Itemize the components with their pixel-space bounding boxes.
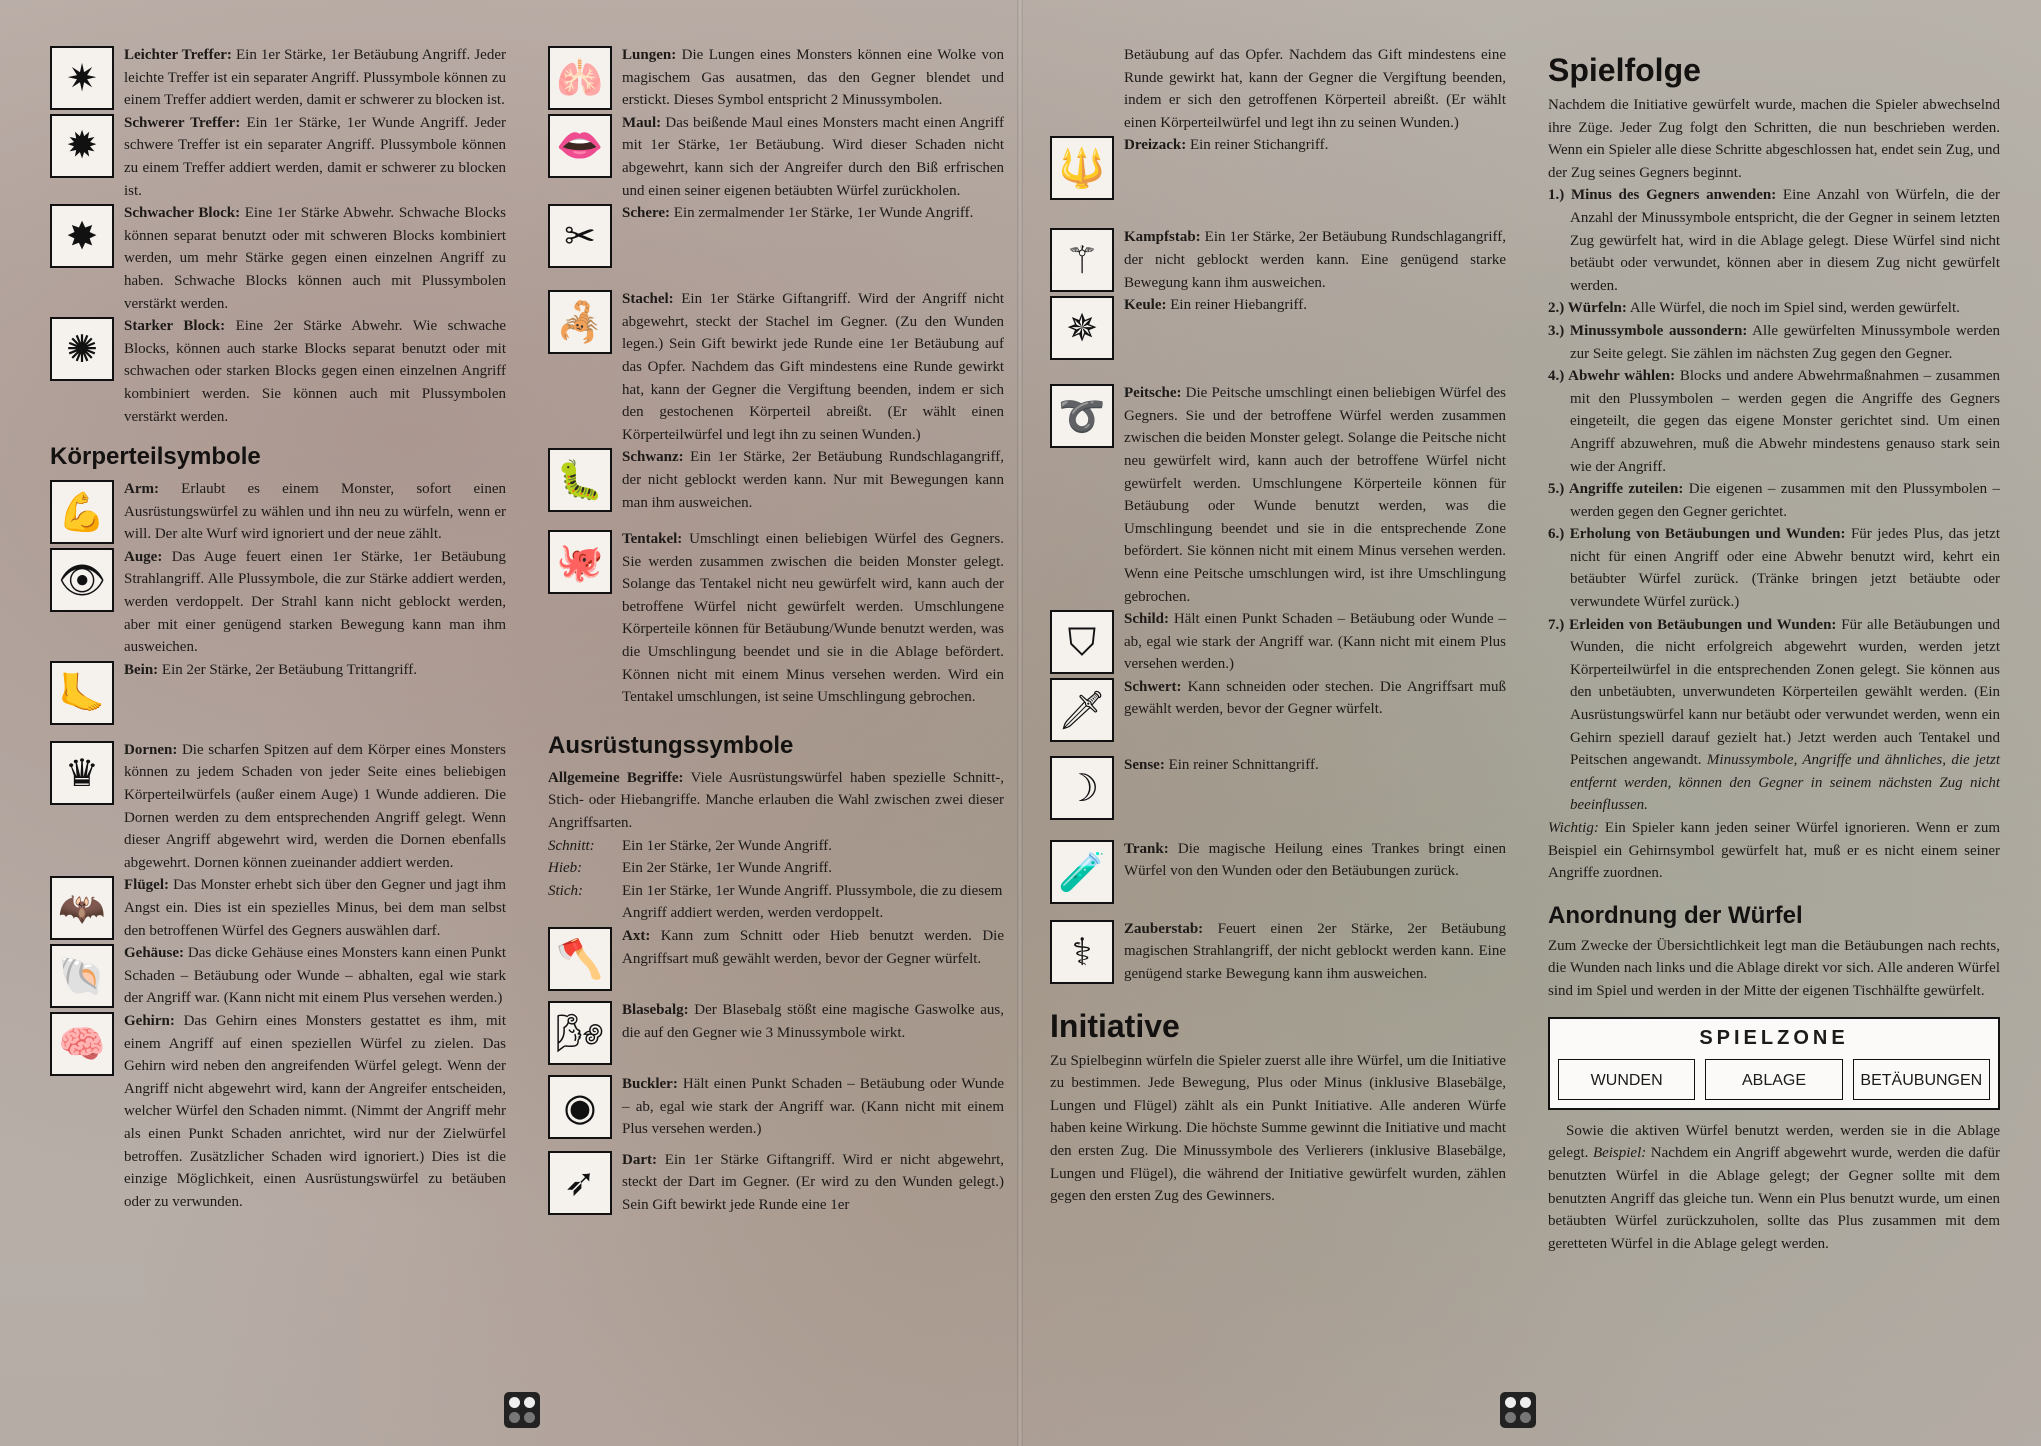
- turn-step: [1548, 614, 2000, 817]
- symbol-description: [124, 874, 506, 942]
- symbol-text: Kann schneiden oder stechen. Die Angriffsart muß gewählt werden, bevor der Gegner würfelt.: [1124, 678, 1506, 718]
- column-1: [50, 44, 506, 1213]
- symbol-term: Schwert:: [1124, 678, 1182, 695]
- definition-row: [548, 857, 1004, 880]
- keule-icon: ✵: [1050, 296, 1114, 360]
- symbol-term: Axt:: [622, 928, 651, 944]
- symbol-description: [1124, 134, 1506, 200]
- symbol-entry-schild: [1050, 608, 1506, 676]
- symbol-text: Ein 1er Stärke, 2er Betäubung Rundschlagangriff, der nicht geblockt werden kann. Nur mit Bewegungen kann man ihm ausweichen.: [622, 449, 1004, 511]
- symbol-text: Ein reiner Hiebangriff.: [1166, 297, 1308, 314]
- symbol-text: Die scharfen Spitzen auf dem Körper eines Monsters können zu jedem Schaden von jeder Seite eines beliebigen Körperteilwürfels (außer einem Auge) 1 Wunde addieren. Die Dornen werden zu dem entsprechenden Angriff gelegt. Wenn dieser Angriff abgewehrt wird, werden die Dornen ebenfalls abgewehrt. Dornen können zueinander addiert werden.: [124, 741, 506, 871]
- step-title: 7.) Erleiden von Betäubungen und Wunden:: [1548, 616, 1837, 633]
- general-terms: [548, 767, 1004, 835]
- dreizack-icon: 🔱: [1050, 136, 1114, 200]
- symbol-description: [622, 44, 1004, 112]
- buckler-icon: ◉: [548, 1075, 612, 1139]
- axt-icon: 🪓: [548, 927, 612, 991]
- symbol-text: Ein reiner Stichangriff.: [1186, 137, 1329, 154]
- symbol-term: Schere:: [622, 205, 671, 222]
- symbol-entry-schwert: [1050, 676, 1506, 742]
- lungen-icon: 🫁: [548, 46, 612, 110]
- symbol-entry-schwerer-treffer: [50, 112, 506, 202]
- symbol-term: Flügel:: [124, 877, 169, 894]
- symbol-text: Eine 1er Stärke Abwehr. Schwache Blocks können separat benutzt oder mit schweren Blocks kombiniert werden, um mehr Stärke gegen einen einzelnen Angriff zu haben. Schwache Blocks können auch mit Plussymbolen verstärkt werden.: [124, 205, 506, 312]
- symbol-entry-leichter-treffer: [50, 44, 506, 112]
- symbol-text: Ein 1er Stärke, 2er Betäubung Rundschlagangriff, der nicht geblockt werden kann. Eine genügend starke Bewegung kann ihm ausweichen.: [1124, 229, 1506, 291]
- symbol-term: Gehäuse:: [124, 945, 184, 962]
- symbol-description: [1124, 754, 1506, 820]
- symbol-entry-sense: [1050, 754, 1506, 820]
- important-label: Wichtig:: [1548, 820, 1599, 836]
- symbol-text: Ein 1er Stärke, 1er Betäubung Angriff. Jeder leichte Treffer ist ein separater Angriff. Plussymbole können zu einem Treffer addiert werden, damit er schwerer zu blocken ist.: [124, 47, 506, 109]
- symbol-term: Dart:: [622, 1151, 657, 1168]
- turn-step: [1548, 297, 2000, 320]
- stachel-icon: 🦂: [548, 290, 612, 354]
- continued-text: Betäubung auf das Opfer. Nachdem das Gift mindestens eine Runde gewirkt hat, kann der Gegner die Vergiftung beenden, indem er sich den getroffenen Körperteil abreißt. (Er wählt einen Körperteilwürfel und legt ihn zu seinen Wunden.): [1124, 47, 1506, 131]
- symbol-term: Trank:: [1124, 840, 1169, 857]
- blasebalg-icon: 🌬: [548, 1001, 612, 1065]
- schwanz-icon: 🐛: [548, 448, 612, 512]
- section-heading-koerperteilsymbole: Körperteilsymbole: [50, 443, 261, 471]
- symbol-entry-auge: [50, 546, 506, 659]
- peitsche-icon: ➰: [1050, 384, 1114, 448]
- arm-icon: 💪: [50, 480, 114, 544]
- spielfolge-intro: Nachdem die Initiative gewürfelt wurde, machen die Spieler abwechselnd ihre Züge. Jeder Zug folgt den Schritten, die nun beschrieben werden. Wenn ein Spieler alle diese Schritte abgeschlossen hat, endet sein Zug, und der Zug seines Gegners beginnt.: [1548, 97, 2000, 181]
- symbol-entry-gehirn: [50, 1010, 506, 1213]
- symbol-description: [622, 528, 1004, 709]
- symbol-description: [622, 999, 1004, 1065]
- important-note: [1548, 817, 2000, 885]
- symbol-description: [124, 942, 506, 1010]
- symbol-text: Das Auge feuert einen 1er Stärke, 1er Betäubung Strahlangriff. Alle Plussymbole, die zur Stärke addiert werden, werden verdoppelt. Der Strahl kann nicht geblockt werden, aber mit einer genügend starken Bewegung kann man ihm ausweichen.: [124, 548, 506, 656]
- symbol-description: [124, 1010, 506, 1213]
- symbol-description: [622, 1073, 1004, 1141]
- symbol-term: Stachel:: [622, 291, 674, 308]
- general-terms-text: Viele Ausrüstungswürfel haben spezielle Schnitt-, Stich- oder Hiebangriffe. Manche erlauben die Wahl zwischen zwei dieser Angriffsarten.: [548, 769, 1004, 832]
- symbol-term: Bein:: [124, 661, 159, 678]
- symbol-description: [124, 112, 506, 202]
- zone-box-ablage: ABLAGE: [1705, 1059, 1842, 1100]
- symbol-text: Kann zum Schnitt oder Hieb benutzt werden. Die Angriffsart muß gewählt werden, bevor der Gegner würfelt.: [622, 928, 1004, 967]
- definition-row: [548, 880, 1004, 925]
- symbol-description: [1124, 294, 1506, 360]
- symbol-description: [124, 44, 506, 112]
- symbol-description: [1124, 382, 1506, 608]
- definition-label: Stich:: [548, 882, 583, 899]
- symbol-term: Arm:: [124, 481, 159, 498]
- symbol-entry-keule: [1050, 294, 1506, 360]
- symbol-text: Ein reiner Schnittangriff.: [1164, 756, 1319, 773]
- gehirn-icon: 🧠: [50, 1012, 114, 1076]
- column-4: [1548, 50, 2000, 1255]
- step-title: 3.) Minussymbole aussondern:: [1548, 322, 1748, 339]
- symbol-term: Sense:: [1124, 756, 1165, 773]
- definition-row: [548, 835, 1004, 858]
- page-number-die-left: [504, 1392, 540, 1428]
- symbol-term: Blasebalg:: [622, 1002, 689, 1018]
- section-heading-anordnung: Anordnung der Würfel: [1548, 901, 1803, 929]
- symbol-term: Schwerer Treffer:: [124, 114, 241, 131]
- leichter-treffer-icon: ✷: [50, 46, 114, 110]
- section-heading-initiative: Initiative: [1050, 1007, 1180, 1044]
- symbol-text: Ein 1er Stärke, 1er Wunde Angriff. Jeder schwere Treffer ist ein separater Angriff. Plussymbole können zu einem Treffer addiert werden, damit er schwerer zu blocken ist.: [124, 114, 507, 199]
- symbol-entry-blasebalg: [548, 999, 1004, 1065]
- symbol-term: Dornen:: [124, 741, 178, 758]
- symbol-term: Gehirn:: [124, 1012, 175, 1029]
- symbol-text: Die Peitsche umschlingt einen beliebigen Würfel des Gegners. Sie und der betroffene Würfel werden zusammen zwischen die beiden Monster gelegt. Solange die Peitsche nicht neu gewürfelt wird, kann auch der betroffene Würfel nicht gewürfelt werden. Umschlungene Körperteile können für Betäubung oder Wunde benutzt werden, was die Umschlingung beendet und sie in die entsprechende Zone befördert. Sie können nicht mit einem Minus versehen werden. Wenn eine Peitsche umschlungen wird, ist ihre Umschlingung gebrochen.: [1124, 385, 1506, 605]
- usage-text: Nachdem ein Angriff abgewehrt wurde, werden die dafür benutzten Würfel in die Ablage gelegt; der Gegner sollte mit dem benutzten Angriff das gleiche tun. Wenn ein Plus benutzt wurde, um einen betäubten Würfel zurückzuholen, sollte das Plus zusammen mit dem geretteten Würfel in die Ablage gelegt werden.: [1548, 1145, 2000, 1252]
- symbol-text: Umschlingt einen beliebigen Würfel des Gegners. Sie werden zusammen zwischen die beiden Monster gelegt. Solange das Tentakel nicht neu gewürfelt wird, kann auch der betroffene Würfel nicht gewürfelt werden. Umschlungene Körperteile können für Betäubung/Wunde benutzt werden, was die Umschlingung beendet und sie in die Ablage befördert. Können nicht mit einem Minus versehen werden. Wird ein Tentakel umschlungen, ist seine Umschlingung gebrochen.: [622, 531, 1004, 706]
- column-3: [1050, 44, 1506, 1208]
- symbol-description: [622, 446, 1004, 514]
- schwert-icon: 🗡: [1050, 678, 1114, 742]
- symbol-entry-dart: [548, 1149, 1004, 1217]
- symbol-description: [124, 478, 506, 546]
- step-title: 4.) Abwehr wählen:: [1548, 368, 1676, 385]
- symbol-term: Schild:: [1124, 611, 1170, 628]
- step-text: Für alle Betäubungen und Wunden, die nicht erfolgreich abgewehrt wurden, werden jetzt Körperteilwürfel in die entsprechenden Zonen gelegt. Sie können aus den unbetäubten, unverwundeten Körperteilen gewählt werden. (Ein Ausrüstungswürfel kann nur betäubt oder verwundet werden, wenn ein Gehirn speziell darauf gezielt hat.) Jetzt werden auch Tentakel und Peitschen angewandt.: [1570, 616, 2000, 769]
- flügel-icon: 🦇: [50, 876, 114, 940]
- symbol-description: [1124, 676, 1506, 742]
- step-note: Minussymbole, Angriffe und ähnliches, die jetzt entfernt werden, können den Gegner in seinem nächsten Zug nicht beeinflussen.: [1570, 752, 2001, 814]
- step-title: 6.) Erholung von Betäubungen und Wunden:: [1548, 526, 1846, 543]
- symbol-term: Dreizack:: [1124, 137, 1187, 154]
- usage-pre: Sowie die aktiven Würfel benutzt werden, werden sie in die Ablage gelegt.: [1548, 1122, 2000, 1162]
- symbol-text: Erlaubt es einem Monster, sofort einen Ausrüstungswürfel zu wählen und ihn neu zu würfeln, wenn er will. Der alte Wurf wird ignoriert und der neue zählt.: [124, 481, 506, 543]
- symbol-term: Leichter Treffer:: [124, 47, 232, 63]
- symbol-entry-flügel: [50, 874, 506, 942]
- symbol-term: Schwacher Block:: [124, 205, 241, 222]
- symbol-description: [622, 1149, 1004, 1217]
- symbol-entry-maul: [548, 112, 1004, 202]
- symbol-entry-starker-block: [50, 315, 506, 428]
- symbol-term: Peitsche:: [1124, 385, 1182, 402]
- step-title: 1.) Minus des Gegners anwenden:: [1548, 187, 1777, 204]
- arrangement-text: Zum Zwecke der Übersichtlichkeit legt man die Betäubungen nach rechts, die Wunden nach links und die Ablage direkt vor sich. Alle anderen Würfel sind im Spiel und werden in der Mitte der eigenen Tischhälfte gewürfelt.: [1548, 937, 2000, 999]
- page-number-die-right: [1500, 1392, 1536, 1428]
- definition-label: Hieb:: [548, 860, 583, 877]
- symbol-description: [622, 202, 1004, 268]
- symbol-entry-schwacher-block: [50, 202, 506, 315]
- symbol-term: Tentakel:: [622, 531, 683, 548]
- symbol-text: Die magische Heilung eines Trankes bringt einen Würfel von den Wunden oder den Betäubungen zurück.: [1124, 840, 1506, 880]
- bein-icon: 🦶: [50, 661, 114, 725]
- turn-step: [1548, 523, 2000, 613]
- zone-box-wunden: WUNDEN: [1558, 1059, 1695, 1100]
- symbol-text: Das beißende Maul eines Monsters macht einen Angriff mit 1er Stärke, 1er Betäubung. Wird dieser Schaden nicht abgewehrt, kann sich der Angreifer durch den Biß erfrischen und einen seiner eigenen betäubten Würfel zurückholen.: [622, 114, 1004, 199]
- symbol-term: Keule:: [1124, 297, 1167, 314]
- symbol-text: Feuert einen 2er Stärke, 2er Betäubung magischen Strahlangriff, der nicht geblockt werden kann. Eine genügend starke Bewegung kann ihm ausweichen.: [1124, 920, 1506, 983]
- symbol-description: [124, 659, 506, 725]
- symbol-text: Die Lungen eines Monsters können eine Wolke von magischem Gas ausatmen, das den Gegner blendet und erstickt. Dieses Symbol entspricht 2 Minussymbolen.: [622, 47, 1004, 109]
- turn-step: [1548, 478, 2000, 523]
- starker-block-icon: ✺: [50, 317, 114, 381]
- usage-example-label: Beispiel:: [1592, 1145, 1647, 1162]
- symbol-entry-lungen: [548, 44, 1004, 112]
- symbol-entry-schwanz: [548, 446, 1004, 514]
- general-terms-label: Allgemeine Begriffe:: [548, 769, 684, 786]
- symbol-text: Ein 1er Stärke Giftangriff. Wird er nicht abgewehrt, steckt der Dart im Gegner. (Er wird zu den Wunden gelegt.) Sein Gift bewirkt jede Runde eine 1er: [622, 1151, 1004, 1213]
- symbol-text: Eine 2er Stärke Abwehr. Wie schwache Blocks, können auch starke Blocks separat benutzt oder mit schwachen oder starken Blocks gegen einen einzelnen Angriff kombiniert werden. Sie können auch mit Plussymbolen verstärkt werden.: [124, 318, 506, 425]
- symbol-term: Zauberstab:: [1124, 920, 1204, 937]
- turn-step: [1548, 365, 2000, 478]
- symbol-description: [1124, 918, 1506, 986]
- symbol-entry-dornen: [50, 739, 506, 875]
- symbol-entry-stachel: [548, 288, 1004, 446]
- spielzone-diagram: [1548, 1017, 2000, 1110]
- step-text: Alle Würfel, die noch im Spiel sind, werden gewürfelt.: [1626, 300, 1960, 317]
- section-heading-spielfolge: Spielfolge: [1548, 52, 1701, 88]
- symbol-text: Ein zermalmender 1er Stärke, 1er Wunde Angriff.: [670, 205, 974, 222]
- symbol-term: Auge:: [124, 548, 163, 565]
- symbol-entry-tentakel: [548, 528, 1004, 709]
- attack-defense-symbols: [50, 44, 506, 428]
- symbol-term: Lungen:: [622, 47, 677, 63]
- schwacher-block-icon: ✸: [50, 204, 114, 268]
- tentakel-icon: 🐙: [548, 530, 612, 594]
- spielzone-title: SPIELZONE: [1699, 1026, 1849, 1049]
- symbol-entry-zauberstab: [1050, 918, 1506, 986]
- symbol-term: Kampfstab:: [1124, 229, 1201, 246]
- symbol-text: Hält einen Punkt Schaden – Betäubung oder Wunde – ab, egal wie stark der Angriff war. (Kann nicht mit einem Plus versehen werden.): [622, 1076, 1004, 1138]
- symbol-term: Maul:: [622, 114, 662, 131]
- step-title: 5.) Angriffe zuteilen:: [1548, 481, 1684, 498]
- important-text: Ein Spieler kann jeden seiner Würfel ignorieren. Wenn er zum Beispiel ein Gehirnsymbol gewürfelt hat, muß er es nicht einem seiner Angriffe zuordnen.: [1548, 820, 2000, 882]
- symbol-description: [1124, 226, 1506, 294]
- trank-icon: 🧪: [1050, 840, 1114, 904]
- symbol-description: [622, 925, 1004, 991]
- kampfstab-icon: ⚚: [1050, 228, 1114, 292]
- symbol-description: [622, 288, 1004, 446]
- zauberstab-icon: ⚕: [1050, 920, 1114, 984]
- equipment-symbols-cont: [1050, 134, 1506, 985]
- attack-type-definitions: [548, 835, 1004, 925]
- step-text: Für jedes Plus, das jetzt nicht für einen Angriff oder eine Abwehr benutzt wird, kehrt ein betäubter Würfel zurück. (Tränke bringen jetzt betäubte oder verwundete Würfel zurück.): [1570, 526, 2000, 611]
- symbol-text: Hält einen Punkt Schaden – Betäubung oder Wunde – ab, egal wie stark der Angriff war. (Kann nicht mit einem Plus versehen werden.): [1124, 611, 1506, 673]
- symbol-entry-trank: [1050, 838, 1506, 904]
- step-text: Blocks und andere Abwehrmaßnahmen – zusammen mit den Plussymbolen – werden gegen die Angriffe des Gegners eingeteilt, die gegen das eigene Monster gerichtet sind. Um einen Angriff abzuwehren, muß die Abwehr mindestens genauso stark sein wie der Angriff.: [1570, 368, 2000, 475]
- symbol-description: [1124, 608, 1506, 676]
- symbol-entry-schere: [548, 202, 1004, 268]
- schere-icon: ✂: [548, 204, 612, 268]
- turn-step: [1548, 320, 2000, 365]
- schwerer-treffer-icon: ✹: [50, 114, 114, 178]
- step-text: Alle gewürfelten Minussymbole werden zur Seite gelegt. Sie zählen im nächsten Zug gegen den Gegner.: [1570, 322, 2000, 362]
- symbol-description: [124, 202, 506, 315]
- section-heading-ausruestungssymbole: Ausrüstungssymbole: [548, 731, 794, 759]
- symbol-entry-bein: [50, 659, 506, 725]
- definition-text: Ein 2er Stärke, 1er Wunde Angriff.: [622, 860, 833, 877]
- body-part-symbols: [50, 478, 506, 1213]
- definition-text: Ein 1er Stärke, 1er Wunde Angriff. Plussymbole, die zu diesem Angriff addiert werden, werden verdoppelt.: [622, 882, 1003, 922]
- symbol-entry-kampfstab: [1050, 226, 1506, 294]
- symbol-text: Ein 2er Stärke, 2er Betäubung Trittangriff.: [158, 661, 418, 678]
- symbol-entry-dreizack: [1050, 134, 1506, 200]
- symbol-text: Der Blasebalg stößt eine magische Gaswolke aus, die auf den Gegner wie 3 Minussymbole wirkt.: [622, 1002, 1004, 1041]
- zone-box-betaeubungen: BETÄUBUNGEN: [1853, 1059, 1990, 1100]
- dornen-icon: ♛: [50, 741, 114, 805]
- initiative-text: Zu Spielbeginn würfeln die Spieler zuerst alle ihre Würfel, um die Initiative zu bestimmen. Jede Bewegung, Plus oder Minus (inklusive Blasebälge, Lungen und Flügel) zählt als ein Punkt Initiative. Alle anderen Würfe haben keine Wirkung. Die höchste Summe gewinnt die Initiative und macht den ersten Zug. Die Minussymbole des Verlierers (inklusive Blasebälge, Lungen und Flügel), die während der Initiative gewürfelt wurden, zählen gegen den ersten Zug des Gewinners.: [1050, 1052, 1506, 1205]
- dart-icon: ➶: [548, 1151, 612, 1215]
- spielzone-boxes: [1558, 1059, 1990, 1100]
- step-text: Eine Anzahl von Würfeln, die der Anzahl der Minussymbole entspricht, die der Gegner in seinem letzten Zug gewürfelt hat, wird in die Ablage gelegt. Diese Würfel sind nicht betäubt oder verwundet, können aber in diesem Zug nicht gewürfelt werden.: [1570, 187, 2001, 294]
- symbol-description: [124, 739, 506, 875]
- step-text: Die eigenen – zusammen mit den Plussymbolen – werden gegen den Gegner gerichtet.: [1570, 481, 2000, 520]
- definition-label: Schnitt:: [548, 837, 595, 854]
- symbol-entry-gehäuse: [50, 942, 506, 1010]
- definition-text: Ein 1er Stärke, 2er Wunde Angriff.: [622, 837, 833, 854]
- symbol-text: Das Gehirn eines Monsters gestattet es ihm, mit einem Angriff auf einen speziellen Würfel zu zielen. Das Gehirn wird neben den angreifenden Würfel gelegt. Wenn der Angriff nicht abgewehrt wird, kann der Angreifer entscheiden, welcher Würfel den Schaden nimmt. (Nimmt der Angriff mehr als einen Punkt Schaden anrichtet, wird nur der Zielwürfel betroffen. Zusätzlicher Schaden wird ignoriert.) Dies ist die einzige Möglichkeit, einen Ausrüstungswürfel zu betäuben oder zu verwunden.: [124, 1012, 506, 1210]
- equipment-symbols: [548, 925, 1004, 1217]
- page-fold: [1017, 0, 1023, 1446]
- symbol-description: [124, 546, 506, 659]
- usage-paragraph: [1548, 1120, 2000, 1256]
- body-part-symbols-cont: [548, 44, 1004, 709]
- symbol-description: [124, 315, 506, 428]
- symbol-term: Schwanz:: [622, 449, 684, 466]
- schild-icon: ⛉: [1050, 610, 1114, 674]
- symbol-entry-arm: [50, 478, 506, 546]
- step-title: 2.) Würfeln:: [1548, 300, 1627, 317]
- symbol-entry-buckler: [548, 1073, 1004, 1141]
- symbol-text: Das Monster erhebt sich über den Gegner und jagt ihm Angst ein. Dies ist ein spezielles Minus, bei dem man selbst den betroffenen Würfel des Gegners auswählen darf.: [124, 877, 506, 939]
- symbol-description: [622, 112, 1004, 202]
- symbol-term: Buckler:: [622, 1076, 678, 1092]
- auge-icon: 👁: [50, 548, 114, 612]
- symbol-entry-axt: [548, 925, 1004, 991]
- symbol-term: Starker Block:: [124, 318, 226, 335]
- gehäuse-icon: 🐚: [50, 944, 114, 1008]
- symbol-description: [1124, 838, 1506, 904]
- symbol-entry-peitsche: [1050, 382, 1506, 608]
- column-2: [548, 44, 1004, 1217]
- sense-icon: ☽: [1050, 756, 1114, 820]
- symbol-text: Ein 1er Stärke Giftangriff. Wird der Angriff nicht abgewehrt, steckt der Stachel im Gegner. (Zu den Wunden legen.) Sein Gift bewirkt jede Runde eine 1er Betäubung auf das Opfer. Nachdem das Gift mindestens eine Runde gewirkt hat, kann der Gegner die Vergiftung beenden, indem er sich den gestochenen Körperteil abreißt. (Er wählt einen Körperteilwürfel und legt ihn zu seinen Wunden.): [622, 291, 1004, 443]
- turn-steps: [1548, 184, 2000, 817]
- maul-icon: 👄: [548, 114, 612, 178]
- turn-step: [1548, 184, 2000, 297]
- symbol-text: Das dicke Gehäuse eines Monsters kann einen Punkt Schaden – Betäubung oder Wunde – abhalten, egal wie stark der Angriff war. (Kann nicht mit einem Plus versehen werden.): [124, 945, 506, 1007]
